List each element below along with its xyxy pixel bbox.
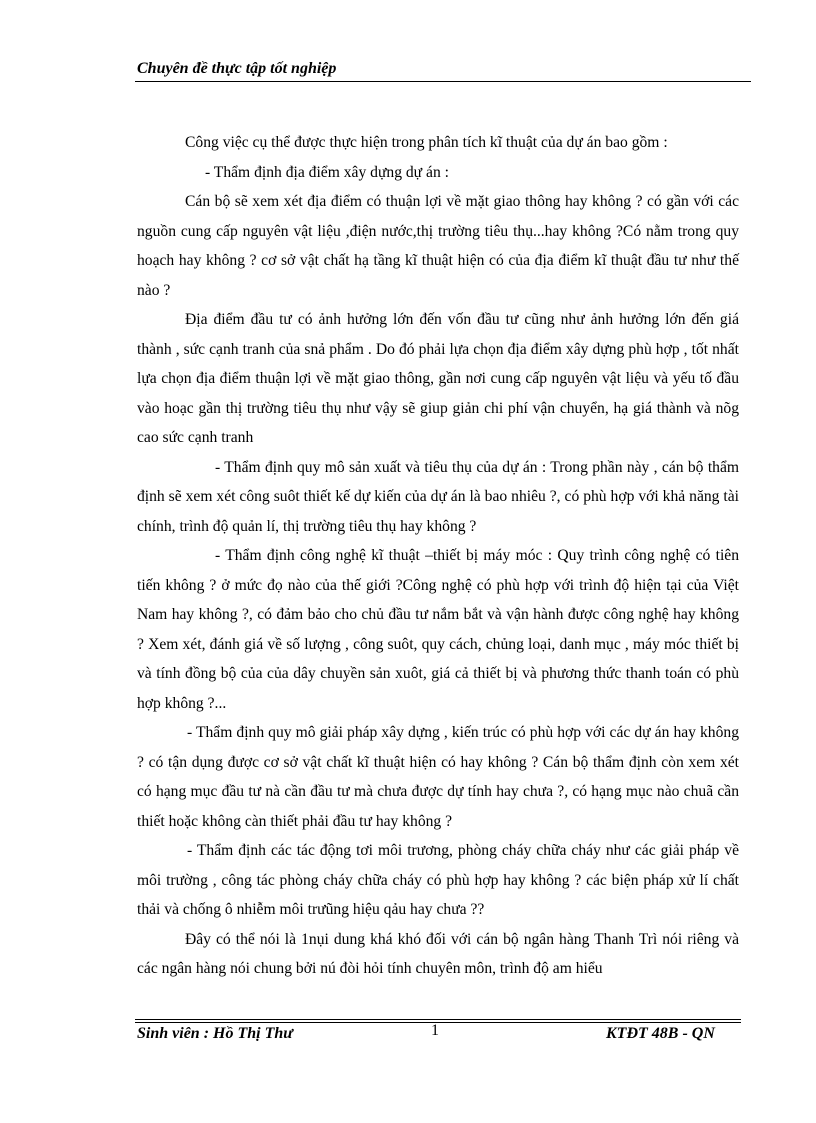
footer-student-name: Sinh viên : Hồ Thị Thư: [137, 1025, 293, 1042]
paragraph-conclusion: Đây có thể nói là 1nụi dung khá khó đối với cán bộ ngân hàng Thanh Trì nói riêng và các ngân hàng nói chung bởi nú đòi hỏi tính chuyên môn, trình độ am hiểu: [137, 930, 739, 977]
footer-page-number: 1: [431, 1022, 439, 1039]
paragraph-environment: - Thẩm định các tác động tơi môi trương, phòng cháy chữa cháy như các giải pháp về môi trường , công tác phòng cháy chữa cháy có phù hợp hay không ? các biện pháp xử lí chất thải và chống ô nhiễm môi trưũng hiệu qảu hay chưa ??: [137, 842, 739, 918]
footer-rule-thin: [135, 1019, 741, 1020]
paragraph-location-review: Cán bộ sẽ xem xét địa điểm có thuận lợi về mặt giao thông hay không ? có gần với các nguồn cung cấp nguyên vật liệu ,điện nước,thị trường tiêu thụ...hay không ?Có nằm trong quy hoạch hay không ? cơ sở vật chất hạ tầng kĩ thuật hiện có của địa điểm kĩ thuật đầu tư như thế nào ?: [137, 193, 739, 299]
paragraph-technology: - Thẩm định công nghệ kĩ thuật –thiết bị máy móc : Quy trình công nghệ có tiên tiến không ? ở mức đọ nào của thế giới ?Công nghệ có phù hợp với trình độ hiện tại của Việt Nam hay không ?, có đảm bảo cho chủ đầu tư nắm bắt và vận hành được công nghệ hay không ? Xem xét, đánh giá về số lượng , công suôt, quy cách, chủng loại, danh mục , máy móc thiết bị và tính đồng bộ của của dây chuyền sản xuôt, giá cả thiết bị và phương thức thanh toán có phù hợp không ?...: [137, 547, 739, 712]
paragraph-intro: Công việc cụ thể được thực hiện trong phân tích kĩ thuật của dự án bao gồm :: [185, 134, 668, 151]
paragraph-location-importance: Địa điểm đầu tư có ảnh hưởng lớn đến vốn đầu tư cũng như ảnh hưởng lớn đến giá thành , sức cạnh tranh của snả phẩm . Do đó phải lựa chọn địa điểm xây dựng phù hợp , tốt nhất lựa chọn địa điểm thuận lợi về mặt giao thông, gần nơi cung cấp nguyên vật liệu và yếu tố đầu vào hoạc gần thị trường tiêu thụ như vậy sẽ giup giản chi phí vận chuyển, hạ giá thành và nõg cao sức cạnh tranh: [137, 311, 739, 446]
paragraph-location-heading: - Thẩm định địa điểm xây dựng dự án :: [205, 163, 449, 181]
header-rule: [135, 81, 751, 82]
running-header-title: Chuyên đề thực tập tốt nghiệp: [137, 60, 337, 77]
footer-class-code: KTĐT 48B - QN: [606, 1025, 715, 1042]
document-body: [137, 128, 739, 984]
paragraph-construction: - Thẩm định quy mô giải pháp xây dựng , kiến trúc có phù hợp với các dự án hay không ? có tận dụng được cơ sở vật chất kĩ thuật hiện có hay không ? Cán bộ thẩm định còn xem xét có hạng mục đầu tư nà cần đầu tư mà chưa được dự tính hay chưa ?, có hạng mục nào chuã cần thiết hoặc không càn thiết phải đầu tư hay không ?: [137, 724, 739, 830]
paragraph-production-scale: - Thẩm định quy mô sản xuất và tiêu thụ của dự án : Trong phần này , cán bộ thẩm định sẽ xem xét công suôt thiết kế dự kiến của dự án là bao nhiêu ?, có phù hợp với khả năng tài chính, trình độ quản lí, thị trường tiêu thụ hay không ?: [137, 458, 739, 535]
